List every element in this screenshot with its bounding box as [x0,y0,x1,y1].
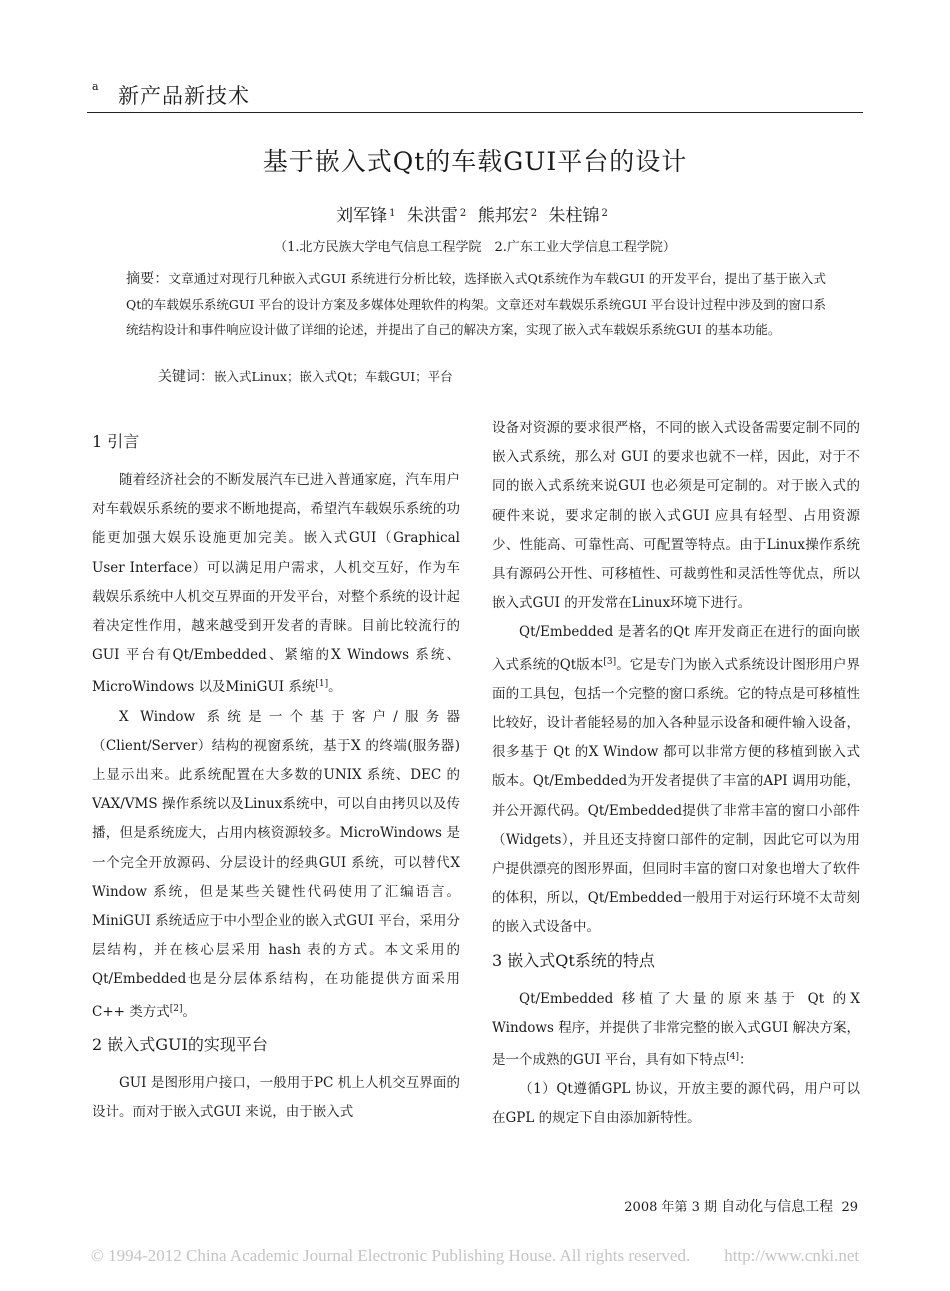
footer-journal: 自动化与信息工程 [721,1199,834,1215]
header-rule [87,112,863,113]
section-label: 新产品新技术 [118,84,250,108]
abstract-label: 摘要： [126,271,169,287]
paragraph: 设备对资源的要求很严格，不同的嵌入式设备需要定制不同的嵌入式系统，那么对 GUI 的要求也就不一样，因此，对于不同的嵌入式系统来说GUI 也必须是可定制的。对于嵌入式的硬件来说，要求定制的嵌入式GUI 应具有轻型、占用资源少、性能高、可靠性高、可配置等特点。由于Linux操作系统具有源码公开性、可移植性、可裁剪性和灵活性等优点，所以嵌入式GUI 的开发常在Linux环境下进行。 [492,420,860,612]
right-column [492,414,860,1134]
author-affiliation-index: 2 [530,208,538,219]
citation: [3] [603,656,617,667]
citation: [1] [315,679,329,690]
footer-issue: 2008 年第 3 期 [624,1200,718,1215]
left-column [92,424,460,1127]
paragraph-text: Qt/Embedded 是著名的Qt 库开发商正在进行的面向嵌入式系统的Qt版本 [492,624,860,673]
section-heading-1: 1 引言 [92,432,140,451]
paragraph [492,618,860,942]
paragraph-text: Qt/Embedded 移植了大量的原来基于 Qt 的X Windows 程序，并提供了非常完整的嵌入式GUI 解决方案，是一个成熟的GUI 平台，具有如下特点 [492,990,860,1069]
citation: [2] [169,1003,183,1014]
author-affiliation-index: 1 [389,208,396,219]
paragraph-text: X Window 系统是一个基于客户/服务器（Client/Server）结构的视窗系统，基于X 的终端(服务器)上显示出来。此系统配置在大多数的UNIX 系统、DEC 的VAX/VMS 操作系统以及Linux系统中，可以自由拷贝以及传播，但是系统庞大，占用内核资源较多。MicroWindows 是一个完全开放源码、分层设计的经典GUI 系统，可以替代X Window 系统，但是某些关键性代码使用了汇编语言。MiniGUI 系统适应于中小型企业的嵌入式GUI 平台，采用分层结构，并在核心层采用 hash 表的方式。本文采用的Qt/Embedded也是分层体系结构，在功能提供方面采用C++ 类方式 [92,708,460,1020]
author-name: 熊邦宏 [477,206,529,226]
author-affiliation-index: 2 [601,208,608,219]
paragraph: Qt/Embedded 移植了大量的原来基于 Qt 的X Windows 程序，并提供了非常完整的嵌入式GUI 解决方案，是一个成熟的GUI 平台，具有如下特点[4]： [492,990,860,1069]
keywords-text: 嵌入式Linux；嵌入式Qt；车载GUI；平台 [214,369,453,384]
page-footer [624,1196,858,1216]
author-affiliation-index: 2 [459,208,467,219]
paragraph: X Window 系统是一个基于客户/服务器（Client/Server）结构的视窗系统，基于X 的终端(服务器)上显示出来。此系统配置在大多数的UNIX 系统、DEC 的VAX/VMS 操作系统以及Linux系统中，可以自由拷贝以及传播，但是系统庞大，占用内核资源较多。MicroWindows 是一个完全开放源码、分层设计的经典GUI 系统，可以替代X Window 系统，但是某些关键性代码使用了汇编语言。MiniGUI 系统适应于中小型企业的嵌入式GUI 平台，采用分层结构，并在核心层采用 hash 表的方式。本文采用的Qt/Embedded也是分层体系结构，在功能提供方面采用C++ 类方式[2]。 [92,708,460,1020]
paragraph-text: 随着经济社会的不断发展汽车已进入普通家庭，汽车用户对车载娱乐系统的要求不断地提高，希望汽车载娱乐系统的功能更加强大娱乐设施更加完美。嵌入式GUI（Graphical User Interface）可以满足用户需求，人机交互好，作为车载娱乐系统中人机交互界面的开发平台，对整个系统的设计起着决定性作用，越来越受到开发者的青睐。目前比较流行的GUI 平台有Qt/Embedded、紧缩的X Windows 系统、MicroWindows 以及MiniGUI 系统 [92,472,460,696]
affiliations: （1.北方民族大学电气信息工程学院 2.广东工业大学信息工程学院） [274,240,676,255]
author-name: 朱洪雷 [406,206,458,226]
author-name: 刘军锋 [336,206,388,226]
author-name: 朱柱锦 [548,206,600,226]
citation: [4] [726,1052,740,1063]
abstract [126,266,826,342]
section-heading-3: 3 嵌入式Qt系统的特点 [492,950,655,970]
paragraph: GUI 是图形用户接口，一般用于PC 机上人机交互界面的设计。而对于嵌入式GUI 来说，由于嵌入式 [92,1074,460,1121]
keywords-label: 关键词： [158,369,214,385]
copyright-watermark: © 1994-2012 China Academic Journal Electronic Publishing House. All rights reserved. http://www.cnki.net [90,1246,860,1265]
paragraph: 随着经济社会的不断发展汽车已进入普通家庭，汽车用户对车载娱乐系统的要求不断地提高，希望汽车载娱乐系统的功能更加强大娱乐设施更加完美。嵌入式GUI（Graphical User Interface）可以满足用户需求，人机交互好，作为车载娱乐系统中人机交互界面的开发平台，对整个系统的设计起着决定性作用，越来越受到开发者的青睐。目前比较流行的GUI 平台有Qt/Embedded、紧缩的X Windows 系统、MicroWindows 以及MiniGUI 系统[1]。 [92,472,460,696]
page-number: 29 [841,1200,858,1215]
paragraph-text: 。它是专门为嵌入式系统设计图形用户界面的工具包，包括一个完整的窗口系统。它的特点是可移植性比较好，设计者能轻易的加入各种显示设备和硬件输入设备，很多基于 Qt 的X Window 都可以非常方便的移植到嵌入式版本。Qt/Embedded为开发者提供了丰富的API 调用功能，并公开源代码。Qt/Embedded提供了非常丰富的窗口小部件（Widgets），并且还支持窗口部件的定制，因此它可以为用户提供漂亮的图形界面，但同时丰富的窗口对象也增大了软件的体积，所以，Qt/Embedded一般用于对运行环境不太苛刻的嵌入式设备中。 [492,656,861,936]
section-mark: a [92,80,99,93]
list-item: （1）Qt遵循GPL 协议，开放主要的源代码，用户可以在GPL 的规定下自由添加新特性。 [492,1081,860,1127]
paper-title: 基于嵌入式Qt的车载GUI平台的设计 [262,147,688,176]
author-list [87,201,863,226]
keywords [158,366,453,386]
abstract-text: 文章通过对现行几种嵌入式GUI 系统进行分析比较，选择嵌入式Qt系统作为车载GUI 的开发平台，提出了基于嵌入式Qt的车载娱乐系统GUI 平台的设计方案及多媒体处理软件的构架。文章还对车载娱乐系统GUI 平台设计过程中涉及到的窗口系统结构设计和事件响应设计做了详细的论述，并提出了自己的解决方案，实现了嵌入式车载娱乐系统GUI 的基本功能。 [126,271,827,337]
section-heading-2: 2 嵌入式GUI的实现平台 [92,1034,268,1054]
